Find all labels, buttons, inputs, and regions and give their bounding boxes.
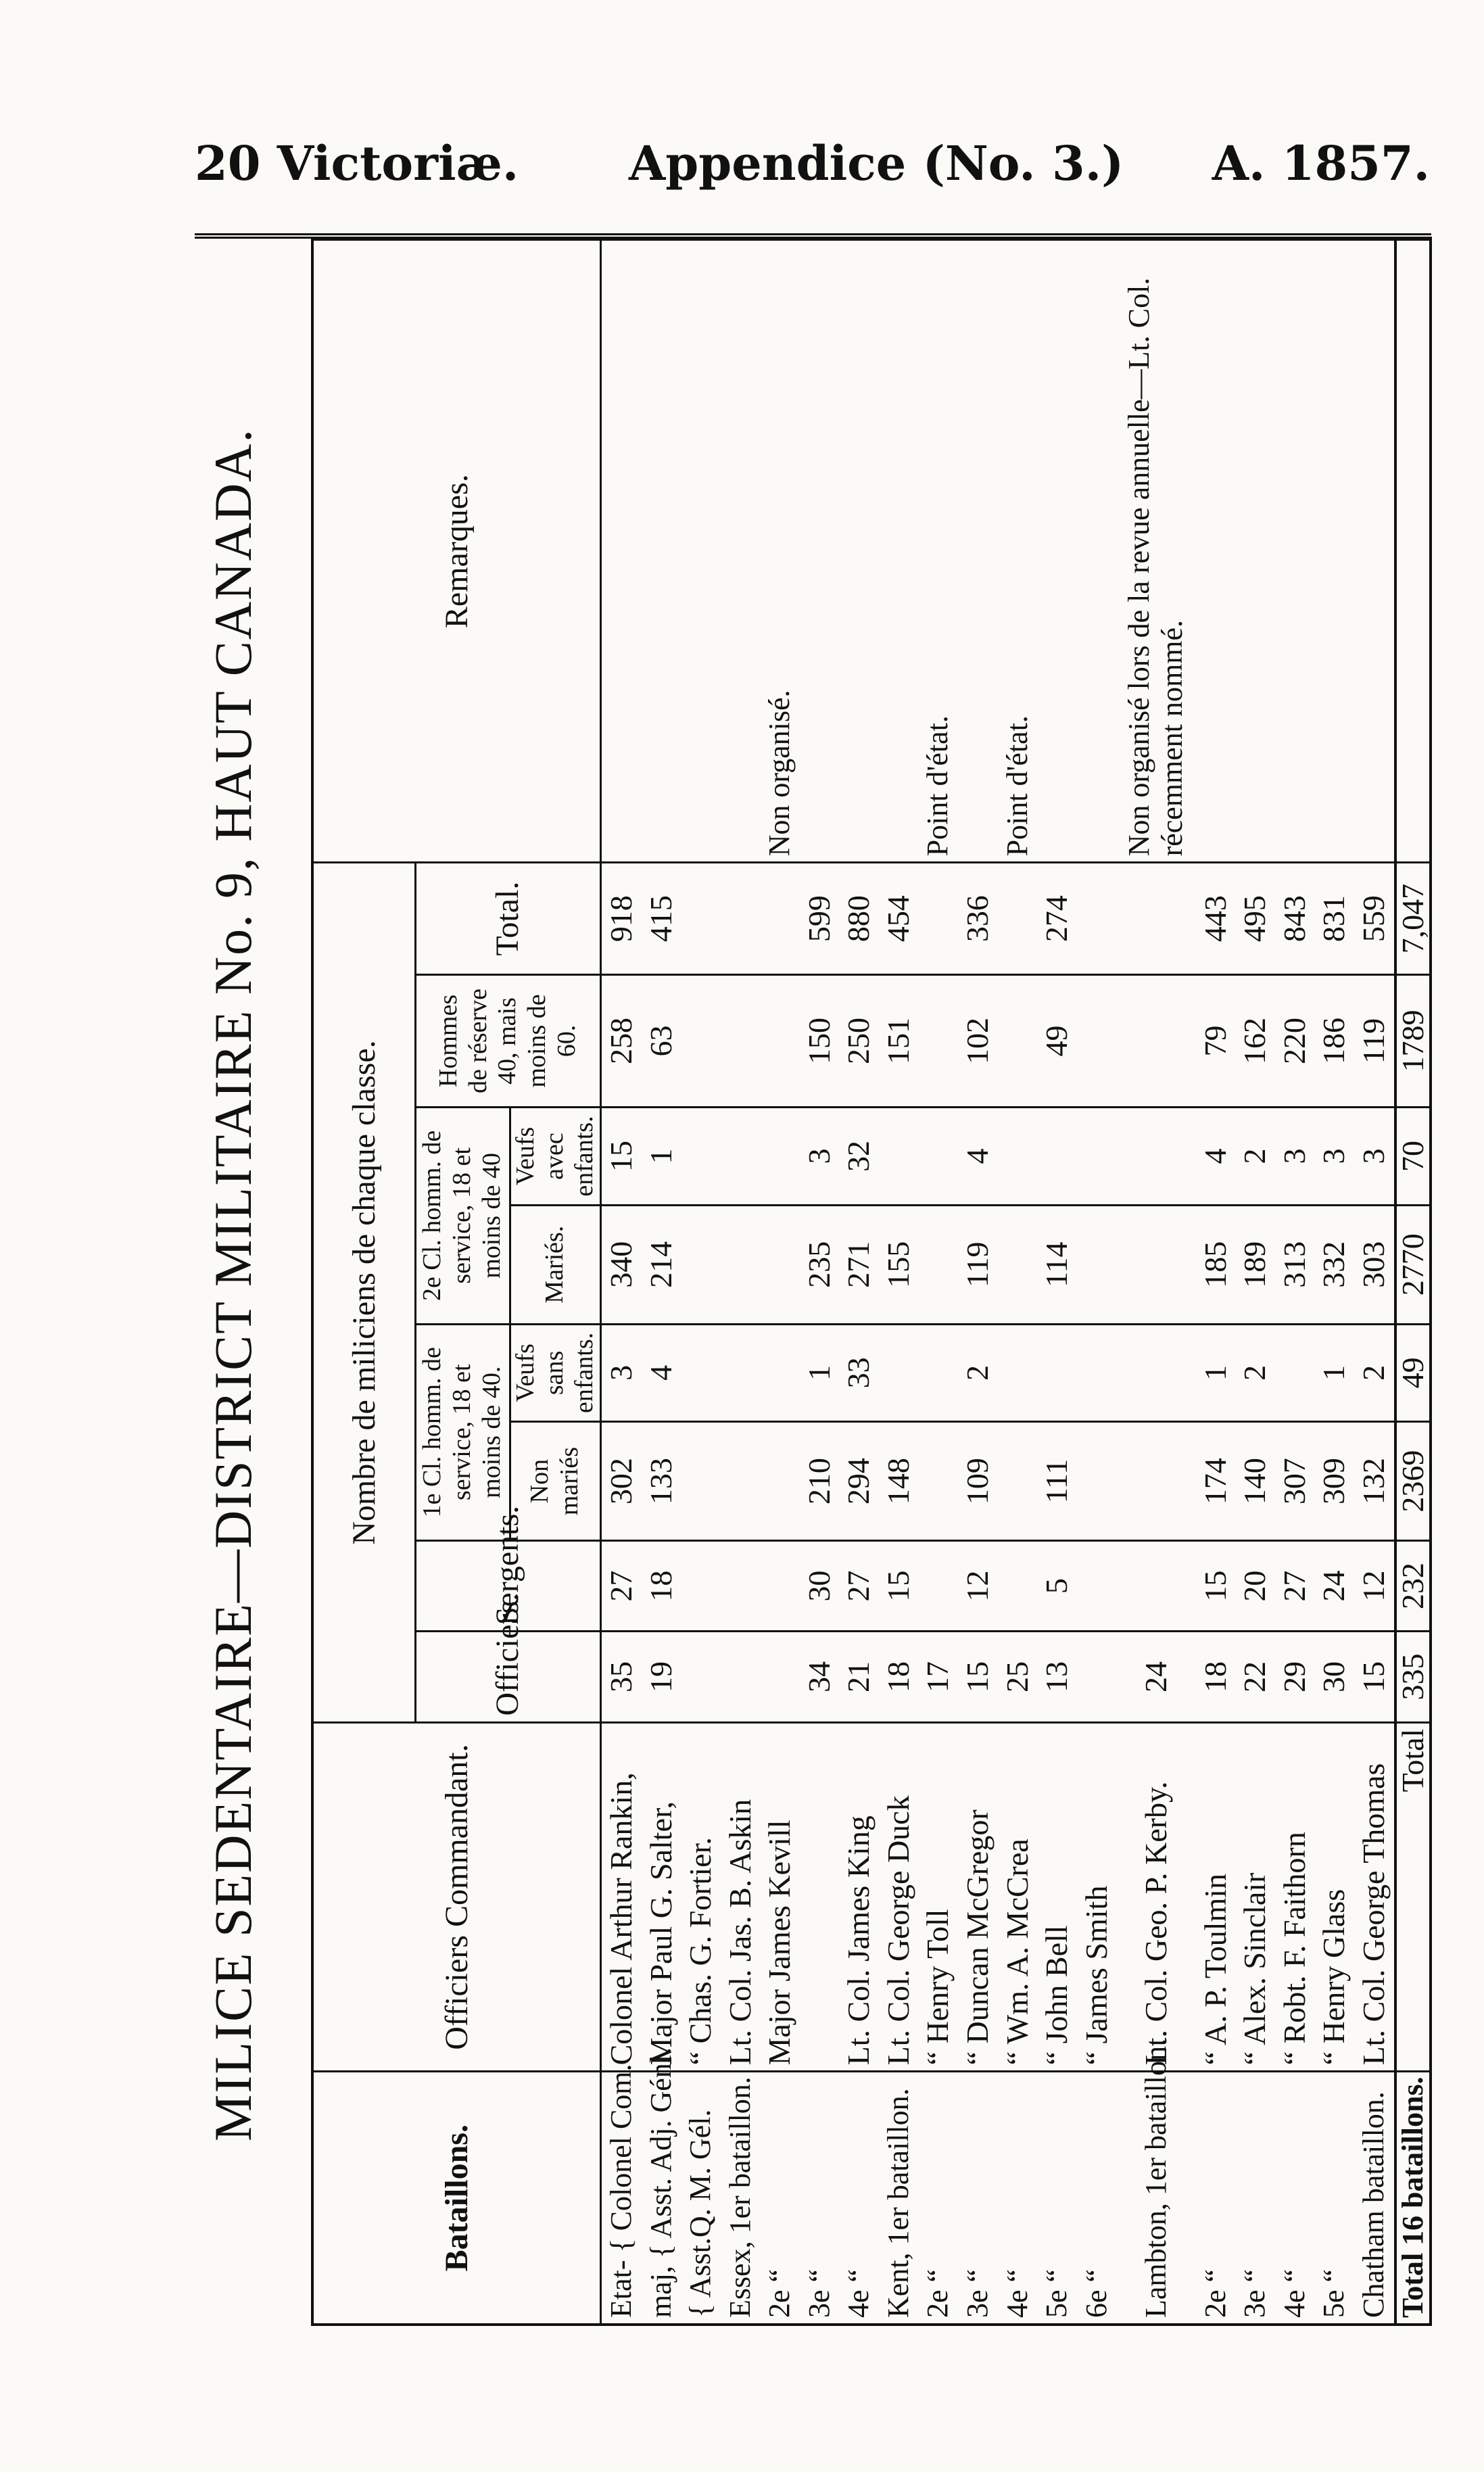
row-veufs-avec: 2	[1235, 1108, 1275, 1206]
table-row	[1354, 241, 1395, 2323]
row-sergents	[681, 1540, 721, 1631]
row-veufs-sans	[1274, 1324, 1314, 1422]
row-total: 831	[1314, 863, 1354, 974]
row-commandant: “ Henry Toll	[918, 1722, 958, 2072]
row-total: 336	[958, 863, 998, 974]
col-non-maries: Non mariés	[510, 1422, 600, 1541]
row-total	[918, 863, 958, 974]
row-veufs-avec	[720, 1108, 760, 1206]
row-officiers: 18	[1195, 1632, 1235, 1722]
row-commandant: Lt. Col. George Duck	[879, 1722, 919, 2072]
row-remarques	[600, 241, 641, 863]
table-row	[1077, 241, 1117, 2323]
row-remarques: Point d'état.	[1000, 715, 1034, 857]
row-sergents: 27	[1274, 1540, 1314, 1631]
row-commandant: Colonel Arthur Rankin,	[600, 1722, 641, 2072]
row-remarques: Point d'état.	[921, 715, 955, 857]
row-officiers	[681, 1632, 721, 1722]
row-non-maries	[997, 1422, 1037, 1541]
row-bataillon: Essex, 1er bataillon.	[720, 2072, 760, 2323]
row-veufs-sans: 2	[1235, 1324, 1275, 1422]
row-veufs-avec: 3	[1314, 1108, 1354, 1206]
row-sergents: 15	[879, 1540, 919, 1631]
row-maries	[1116, 1205, 1195, 1324]
row-veufs-avec	[681, 1108, 721, 1206]
row-non-maries	[720, 1422, 760, 1541]
row-bataillon: 5e “	[1314, 2072, 1354, 2323]
row-reserve	[1116, 974, 1195, 1107]
row-commandant: “ A. P. Toulmin	[1195, 1722, 1235, 2072]
row-maries: 114	[1037, 1205, 1077, 1324]
table-row	[1037, 241, 1077, 2323]
row-veufs-sans	[681, 1324, 721, 1422]
col-remarques: Remarques.	[314, 241, 600, 863]
row-total	[997, 863, 1037, 974]
total-label: Total	[1395, 1722, 1429, 2072]
row-non-maries	[918, 1422, 958, 1541]
row-non-maries: 133	[641, 1422, 681, 1541]
table-row	[641, 241, 681, 2323]
row-officiers: 34	[800, 1632, 840, 1722]
table-row	[958, 241, 998, 2323]
header-left: 20 Victoriæ.	[195, 135, 519, 191]
row-remarques	[1077, 241, 1117, 863]
row-sergents: 5	[1037, 1540, 1077, 1631]
row-non-maries	[681, 1422, 721, 1541]
row-non-maries: 140	[1235, 1422, 1275, 1541]
row-reserve	[997, 974, 1037, 1107]
row-reserve: 150	[800, 974, 840, 1107]
row-remarques	[1314, 241, 1354, 863]
table-row	[918, 241, 958, 2323]
row-sergents: 12	[1354, 1540, 1395, 1631]
row-remarques	[681, 241, 721, 863]
row-officiers: 29	[1274, 1632, 1314, 1722]
row-total: 443	[1195, 863, 1235, 974]
col-class1: 1e Cl. homm. de service, 18 et moins de 40.	[415, 1324, 510, 1540]
row-officiers: 30	[1314, 1632, 1354, 1722]
row-remarques	[839, 241, 879, 863]
row-remarques: Non organisé lors de la revue annuelle—Lt. Col. récemment nommé.	[1122, 277, 1189, 857]
row-bataillon: 3e “	[800, 2072, 840, 2323]
table-body	[600, 241, 1395, 2323]
total-reserve: 1789	[1395, 974, 1429, 1107]
row-sergents: 20	[1235, 1540, 1275, 1631]
row-non-maries: 210	[800, 1422, 840, 1541]
row-maries: 185	[1195, 1205, 1235, 1324]
row-bataillon: 5e “	[1037, 2072, 1077, 2323]
row-maries: 235	[800, 1205, 840, 1324]
row-commandant: “ Chas. G. Fortier.	[681, 1722, 721, 2072]
row-veufs-avec	[760, 1108, 800, 1206]
row-remarques	[879, 241, 919, 863]
row-commandant: “ Wm. A. McCrea	[997, 1722, 1037, 2072]
row-sergents	[720, 1540, 760, 1631]
row-veufs-sans	[1077, 1324, 1117, 1422]
row-sergents: 30	[800, 1540, 840, 1631]
row-veufs-sans: 2	[958, 1324, 998, 1422]
row-non-maries: 148	[879, 1422, 919, 1541]
table-row	[839, 241, 879, 2323]
row-maries: 189	[1235, 1205, 1275, 1324]
table-row	[1274, 241, 1314, 2323]
table-row	[681, 241, 721, 2323]
row-commandant: Major James Kevill	[760, 1722, 800, 2072]
page-title: MILICE SEDENTAIRE—DISTRICT MILITAIRE No. 9, HAUT CANADA.	[204, 428, 262, 2141]
row-sergents	[760, 1540, 800, 1631]
row-total: 495	[1235, 863, 1275, 974]
row-sergents: 18	[641, 1540, 681, 1631]
col-officiers-commandant: Officiers Commandant.	[314, 1722, 600, 2072]
row-total	[760, 863, 800, 974]
total-sergents: 232	[1395, 1540, 1429, 1631]
row-bataillon: 4e “	[1274, 2072, 1314, 2323]
row-maries	[1077, 1205, 1117, 1324]
row-sergents	[918, 1540, 958, 1631]
table-row	[997, 241, 1037, 2323]
header-right: A. 1857.	[1212, 135, 1430, 191]
row-commandant: “ Alex. Sinclair	[1235, 1722, 1275, 2072]
row-commandant: Lt. Col. George Thomas	[1354, 1722, 1395, 2072]
row-veufs-sans: 1	[1195, 1324, 1235, 1422]
row-officiers	[760, 1632, 800, 1722]
row-non-maries: 302	[600, 1422, 641, 1541]
row-officiers: 19	[641, 1632, 681, 1722]
total-total: 7,047	[1395, 863, 1429, 974]
row-total	[1116, 863, 1195, 974]
row-veufs-sans	[918, 1324, 958, 1422]
table-frame	[311, 237, 1432, 2326]
row-bataillon: 4e “	[997, 2072, 1037, 2323]
col-officiers: Officiers.	[415, 1632, 600, 1722]
row-maries	[681, 1205, 721, 1324]
table-row	[1195, 241, 1235, 2323]
row-officiers: 17	[918, 1632, 958, 1722]
row-non-maries	[1077, 1422, 1117, 1541]
row-veufs-avec	[1037, 1108, 1077, 1206]
row-total: 843	[1274, 863, 1314, 974]
row-non-maries	[1116, 1422, 1195, 1541]
row-total: 454	[879, 863, 919, 974]
row-sergents: 12	[958, 1540, 998, 1631]
row-total: 918	[600, 863, 641, 974]
row-commandant: Lt. Col. James King	[839, 1722, 879, 2072]
header-center: Appendice (No. 3.)	[629, 135, 1124, 191]
row-reserve	[1077, 974, 1117, 1107]
col-maries: Mariés.	[510, 1205, 600, 1324]
col-veufs-avec: Veufs avec enfants.	[510, 1108, 600, 1206]
row-maries: 119	[958, 1205, 998, 1324]
row-veufs-avec	[997, 1108, 1037, 1206]
row-commandant: “ John Bell	[1037, 1722, 1077, 2072]
row-remarques	[1354, 241, 1395, 863]
row-sergents	[997, 1540, 1037, 1631]
row-non-maries: 109	[958, 1422, 998, 1541]
row-reserve: 258	[600, 974, 641, 1107]
row-bataillon: 2e “	[1195, 2072, 1235, 2323]
row-non-maries: 294	[839, 1422, 879, 1541]
row-remarques	[1037, 241, 1077, 863]
row-veufs-sans: 33	[839, 1324, 879, 1422]
col-reserve: Hommes de réserve 40, mais moins de 60.	[415, 974, 600, 1107]
row-sergents	[1077, 1540, 1117, 1631]
row-reserve	[720, 974, 760, 1107]
row-commandant: Major Paul G. Salter,	[641, 1722, 681, 2072]
row-maries: 303	[1354, 1205, 1395, 1324]
row-officiers: 15	[1354, 1632, 1395, 1722]
row-commandant: “ Robt. F. Faithorn	[1274, 1722, 1314, 2072]
row-reserve: 79	[1195, 974, 1235, 1107]
row-bataillon: 3e “	[1235, 2072, 1275, 2323]
row-officiers: 22	[1235, 1632, 1275, 1722]
row-bataillon: maj, { Asst. Adj. Génl.	[641, 2072, 681, 2323]
row-veufs-avec	[1077, 1108, 1117, 1206]
row-sergents: 27	[600, 1540, 641, 1631]
table-row	[760, 241, 800, 2323]
row-non-maries: 174	[1195, 1422, 1235, 1541]
row-maries: 155	[879, 1205, 919, 1324]
row-non-maries: 309	[1314, 1422, 1354, 1541]
col-bataillons: Bataillons.	[314, 2072, 600, 2323]
row-veufs-sans: 2	[1354, 1324, 1395, 1422]
row-commandant: “ Duncan McGregor	[958, 1722, 998, 2072]
row-remarques	[720, 241, 760, 863]
total-officiers: 335	[1395, 1632, 1429, 1722]
row-commandant	[800, 1722, 840, 2072]
row-remarques	[1235, 241, 1275, 863]
col-total: Total.	[415, 863, 600, 974]
row-bataillon: Lambton, 1er bataillon.	[1116, 2072, 1195, 2323]
row-veufs-avec: 1	[641, 1108, 681, 1206]
militia-table	[314, 241, 1429, 2323]
row-reserve: 119	[1354, 974, 1395, 1107]
row-remarques	[800, 241, 840, 863]
row-officiers	[1077, 1632, 1117, 1722]
row-total: 415	[641, 863, 681, 974]
row-maries	[720, 1205, 760, 1324]
row-officiers	[720, 1632, 760, 1722]
row-bataillon: Kent, 1er bataillon.	[879, 2072, 919, 2323]
table-row	[1314, 241, 1354, 2323]
row-total	[720, 863, 760, 974]
row-veufs-sans: 1	[1314, 1324, 1354, 1422]
row-reserve	[760, 974, 800, 1107]
row-total	[681, 863, 721, 974]
row-officiers: 13	[1037, 1632, 1077, 1722]
row-maries: 313	[1274, 1205, 1314, 1324]
row-reserve: 162	[1235, 974, 1275, 1107]
row-bataillon: Etat- { Colonel Com.	[600, 2072, 641, 2323]
row-non-maries	[760, 1422, 800, 1541]
row-sergents: 15	[1195, 1540, 1235, 1631]
col-class2: 2e Cl. homm. de service, 18 et moins de 40	[415, 1108, 510, 1324]
row-total: 559	[1354, 863, 1395, 974]
row-officiers: 25	[997, 1632, 1037, 1722]
row-officiers: 35	[600, 1632, 641, 1722]
row-maries	[918, 1205, 958, 1324]
table-row	[720, 241, 760, 2323]
row-non-maries: 307	[1274, 1422, 1314, 1541]
row-veufs-avec	[918, 1108, 958, 1206]
row-veufs-avec: 15	[600, 1108, 641, 1206]
row-veufs-sans: 3	[600, 1324, 641, 1422]
row-sergents: 24	[1314, 1540, 1354, 1631]
total-non-maries: 2369	[1395, 1422, 1429, 1541]
row-bataillon: Chatham bataillon.	[1354, 2072, 1395, 2323]
row-total: 274	[1037, 863, 1077, 974]
row-veufs-avec: 32	[839, 1108, 879, 1206]
row-maries: 271	[839, 1205, 879, 1324]
row-bataillon: 3e “	[958, 2072, 998, 2323]
col-nombre: Nombre de miliciens de chaque classe.	[314, 863, 415, 1722]
row-officiers: 15	[958, 1632, 998, 1722]
row-veufs-sans: 4	[641, 1324, 681, 1422]
row-veufs-avec: 3	[1274, 1108, 1314, 1206]
row-veufs-sans: 1	[800, 1324, 840, 1422]
row-veufs-sans	[997, 1324, 1037, 1422]
row-non-maries: 132	[1354, 1422, 1395, 1541]
row-reserve: 151	[879, 974, 919, 1107]
row-maries	[760, 1205, 800, 1324]
row-sergents	[1116, 1540, 1195, 1631]
row-veufs-avec: 4	[958, 1108, 998, 1206]
row-maries: 214	[641, 1205, 681, 1324]
row-veufs-avec	[1116, 1108, 1195, 1206]
row-reserve	[918, 974, 958, 1107]
row-total: 880	[839, 863, 879, 974]
row-veufs-avec	[879, 1108, 919, 1206]
row-commandant: Lt. Col. Jas. B. Askin	[720, 1722, 760, 2072]
row-veufs-avec: 3	[800, 1108, 840, 1206]
total-veufs-avec: 70	[1395, 1108, 1429, 1206]
row-reserve: 63	[641, 974, 681, 1107]
row-sergents: 27	[839, 1540, 879, 1631]
table-row	[1116, 241, 1195, 2323]
row-reserve: 220	[1274, 974, 1314, 1107]
total-bataillons: Total 16 bataillons.	[1395, 2072, 1429, 2323]
row-veufs-sans	[1037, 1324, 1077, 1422]
rotated-table-stage	[203, 243, 1433, 2326]
row-maries: 340	[600, 1205, 641, 1324]
row-bataillon: 2e “	[918, 2072, 958, 2323]
row-bataillon: { Asst.Q. M. Gél.	[681, 2072, 721, 2323]
row-remarques	[1274, 241, 1314, 863]
row-commandant: Lt. Col. Geo. P. Kerby.	[1116, 1722, 1195, 2072]
row-reserve: 250	[839, 974, 879, 1107]
total-remarques	[1395, 241, 1429, 863]
table-row	[800, 241, 840, 2323]
row-officiers: 24	[1116, 1632, 1195, 1722]
row-bataillon: 2e “	[760, 2072, 800, 2323]
table-row	[879, 241, 919, 2323]
row-veufs-sans	[720, 1324, 760, 1422]
total-veufs-sans: 49	[1395, 1324, 1429, 1422]
row-officiers: 18	[879, 1632, 919, 1722]
row-remarques	[958, 241, 998, 863]
row-commandant: “ James Smith	[1077, 1722, 1117, 2072]
row-reserve	[681, 974, 721, 1107]
row-remarques	[641, 241, 681, 863]
row-total	[1077, 863, 1117, 974]
row-maries	[997, 1205, 1037, 1324]
col-veufs-sans: Veufs sans enfants.	[510, 1324, 600, 1422]
table-row	[1235, 241, 1275, 2323]
totals-row	[1395, 241, 1429, 2323]
row-total: 599	[800, 863, 840, 974]
row-reserve: 102	[958, 974, 998, 1107]
row-veufs-sans	[760, 1324, 800, 1422]
row-maries: 332	[1314, 1205, 1354, 1324]
row-veufs-sans	[879, 1324, 919, 1422]
row-reserve: 186	[1314, 974, 1354, 1107]
row-commandant: “ Henry Glass	[1314, 1722, 1354, 2072]
table-row	[600, 241, 641, 2323]
row-bataillon: 4e “	[839, 2072, 879, 2323]
total-maries: 2770	[1395, 1205, 1429, 1324]
row-veufs-avec: 4	[1195, 1108, 1235, 1206]
row-officiers: 21	[839, 1632, 879, 1722]
col-sergents: Sergents.	[415, 1540, 600, 1631]
row-reserve: 49	[1037, 974, 1077, 1107]
row-non-maries: 111	[1037, 1422, 1077, 1541]
row-veufs-avec: 3	[1354, 1108, 1395, 1206]
row-remarques: Non organisé.	[763, 690, 796, 857]
row-veufs-sans	[1116, 1324, 1195, 1422]
row-bataillon: 6e “	[1077, 2072, 1117, 2323]
row-remarques	[1195, 241, 1235, 863]
